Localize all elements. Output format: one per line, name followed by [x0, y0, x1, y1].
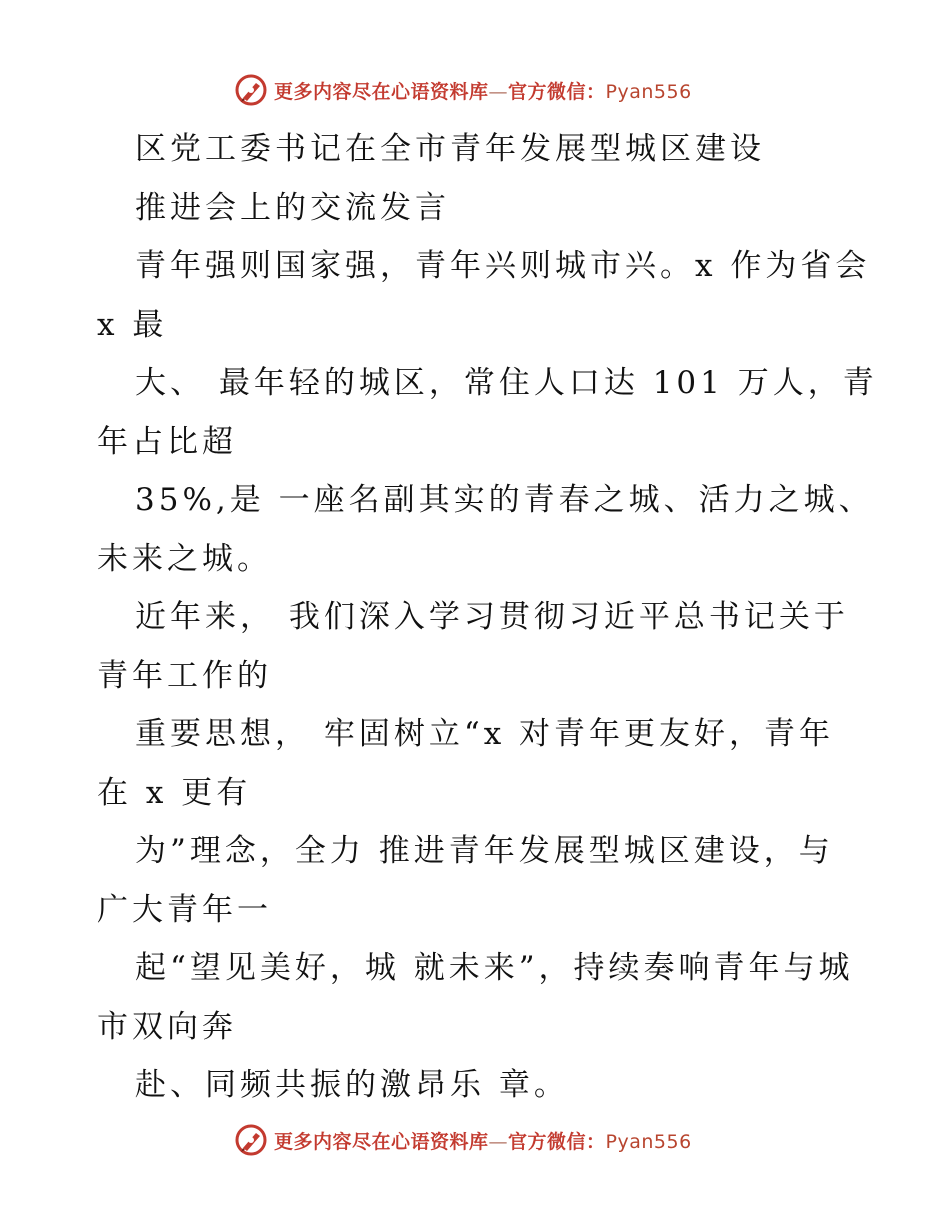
paragraph-line: 青年工作的 — [97, 657, 272, 694]
paragraph-line: 年占比超 — [97, 423, 237, 460]
paragraph-line: 大、 最年轻的城区，常住人口达 101 万人，青 — [135, 365, 878, 401]
watermark-text: 更多内容尽在心语资料库—官方微信：Pyan556 — [274, 80, 692, 103]
paragraph-line: 未来之城。 — [97, 540, 272, 577]
paragraph-line: 35%,是 一座名副其实的青春之城、活力之城、 — [135, 482, 874, 518]
paragraph-line: 在 x 更有 — [97, 774, 252, 811]
pen-logo-icon — [234, 1123, 268, 1157]
paragraph-line: 为”理念，全力 推进青年发展型城区建设，与 — [135, 833, 834, 869]
paragraph-line: 近年来， 我们深入学习贯彻习近平总书记关于 — [135, 599, 849, 635]
paragraph-line: 赴、同频共振的激昂乐 章。 — [135, 1067, 569, 1103]
title-line-1: 区党工委书记在全市青年发展型城区建设 — [135, 131, 765, 167]
paragraph-line: 青年强则国家强，青年兴则城市兴。x 作为省会 — [135, 248, 871, 284]
document-body — [97, 120, 878, 1115]
paragraph-line: 广大青年一 — [97, 891, 272, 928]
title-line-2: 推进会上的交流发言 — [135, 189, 450, 226]
pen-logo-icon — [234, 73, 268, 107]
header-watermark — [234, 72, 692, 108]
watermark-text: 更多内容尽在心语资料库—官方微信：Pyan556 — [274, 1130, 692, 1153]
paragraph-line: 重要思想， 牢固树立“x 对青年更友好，青年 — [135, 716, 835, 752]
paragraph-line: 市双向奔 — [97, 1008, 237, 1045]
paragraph-line: 起“望见美好，城 就未来”，持续奏响青年与城 — [135, 950, 854, 986]
footer-watermark — [234, 1122, 692, 1158]
paragraph-line: x 最 — [97, 306, 168, 343]
